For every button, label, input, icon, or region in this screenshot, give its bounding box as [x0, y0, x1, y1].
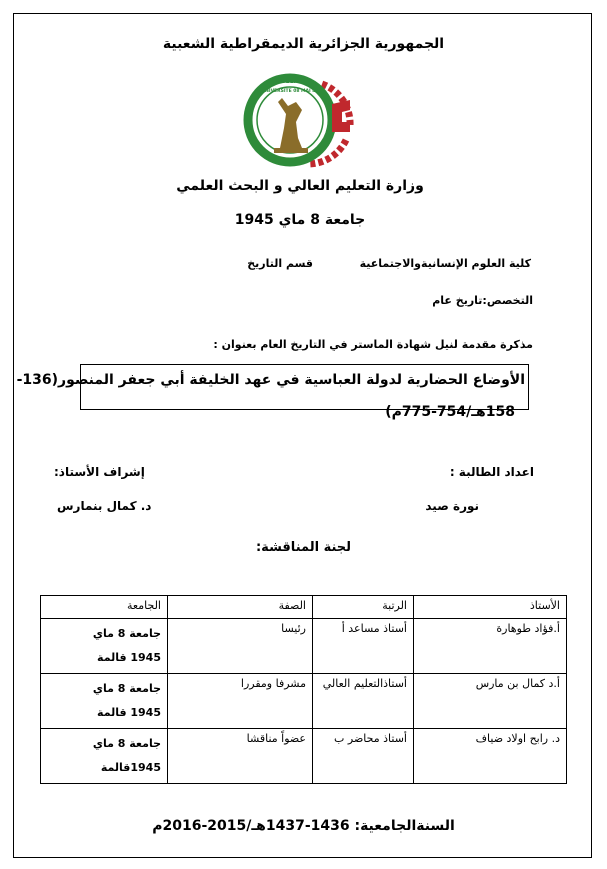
logo-top-text: GUELMA — [275, 78, 305, 85]
table-row — [41, 674, 567, 729]
university-line2: 1945قالمة — [100, 761, 161, 774]
committee-heading: لجنة المناقشة: — [255, 540, 352, 555]
university-line2: 1945 قالمة — [97, 651, 161, 664]
member-name: د. رابح اولاد ضياف — [414, 729, 567, 784]
academic-year: السنةالجامعية: 1436-1437هـ/2015-2016م — [152, 818, 455, 834]
thesis-title-line2: 158هـ/754-775م) — [385, 404, 515, 420]
prepared-by-label: اعداد الطالبة : — [449, 465, 534, 479]
member-rank: أستاذ مساعد أ — [313, 619, 414, 674]
supervisor-name: د. كمال بنمارس — [57, 499, 152, 513]
member-university — [41, 729, 168, 784]
column-header: الرتبة — [313, 596, 414, 619]
faculty-label: كلية العلوم الإنسانيةوالاجتماعية — [359, 257, 531, 270]
ministry-heading: وزارة التعليم العالي و البحث العلمي — [176, 178, 424, 194]
university-line1: جامعة 8 ماي — [92, 737, 161, 750]
member-rank: أستاذالتعليم العالي — [313, 674, 414, 729]
member-role: مشرفا ومقررا — [168, 674, 313, 729]
supervision-label: إشراف الأستاذ: — [54, 465, 145, 479]
member-name: أ.فؤاد طوهارة — [414, 619, 567, 674]
member-name: أ.د كمال بن مارس — [414, 674, 567, 729]
member-role: عضواً مناقشا — [168, 729, 313, 784]
member-university — [41, 674, 168, 729]
member-role: رئيسا — [168, 619, 313, 674]
table-header-row — [41, 596, 567, 619]
thesis-title-line1: الأوضاع الحضارية لدولة العباسية في عهد الخليفة أبي جعفر المنصور(136- — [16, 372, 525, 388]
member-university — [41, 619, 168, 674]
member-rank: أستاذ محاضر ب — [313, 729, 414, 784]
table-row — [41, 619, 567, 674]
student-name: نورة صيد — [425, 499, 479, 513]
memo-intro: مذكرة مقدمة لنيل شهادة الماستر في التاريخ العام بعنوان : — [213, 338, 533, 351]
university-line1: جامعة 8 ماي — [92, 682, 161, 695]
table-row — [41, 729, 567, 784]
specialization-label: التخصص:تاريخ عام — [432, 294, 533, 307]
university-heading: جامعة 8 ماي 1945 — [234, 212, 366, 228]
university-logo — [238, 70, 360, 170]
committee-table — [40, 595, 567, 784]
column-header: الجامعة — [41, 596, 168, 619]
department-label: قسم التاريخ — [247, 257, 313, 270]
republic-heading: الجمهورية الجزائرية الديمقراطية الشعبية — [162, 36, 445, 52]
university-line1: جامعة 8 ماي — [92, 627, 161, 640]
column-header: الأستاذ — [414, 596, 567, 619]
university-line2: 1945 قالمة — [97, 706, 161, 719]
column-header: الصفة — [168, 596, 313, 619]
logo-ring-text: UNIVERSITE 08 MAI 45 — [261, 89, 319, 94]
